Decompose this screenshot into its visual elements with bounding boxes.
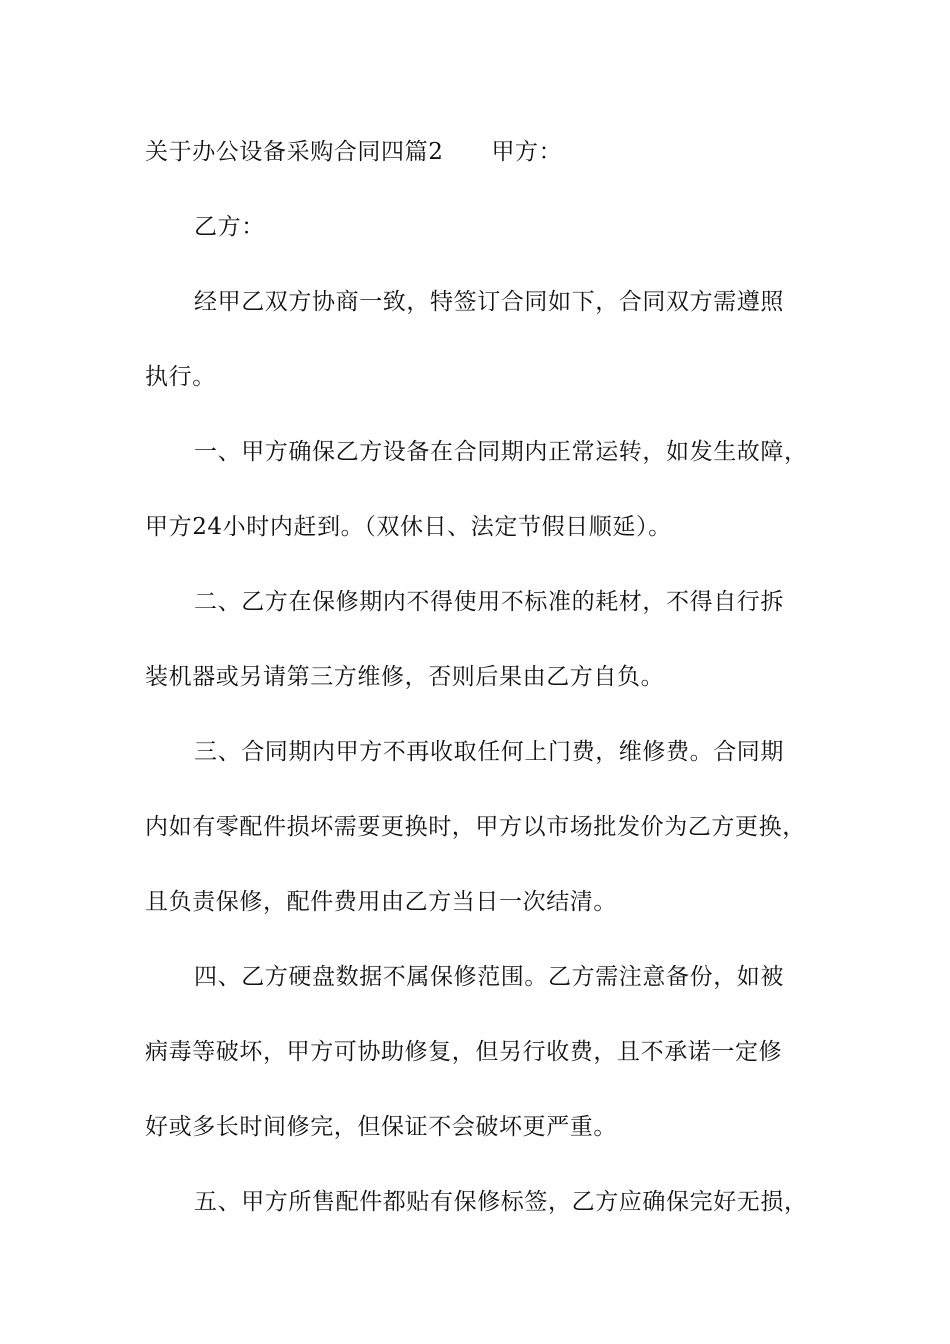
paragraph-line: 病毒等破坏，甲方可协助修复，但另行收费，且不承诺一定修	[145, 1039, 783, 1065]
paragraph-line: 四、乙方硬盘数据不属保修范围。乙方需注意备份，如被	[194, 964, 784, 990]
document-title: 关于办公设备采购合同四篇2	[145, 139, 444, 165]
paragraph-line: 好或多长时间修完，但保证不会破坏更严重。	[145, 1114, 617, 1140]
party-b-label: 乙方：	[194, 214, 265, 240]
paragraph-line: 装机器或另请第三方维修，否则后果由乙方自负。	[145, 664, 665, 690]
paragraph-line: 内如有零配件损坏需要更换时，甲方以市场批发价为乙方更换，	[145, 814, 806, 840]
paragraph-line: 执行。	[145, 364, 216, 390]
party-a-label: 甲方：	[491, 139, 563, 165]
paragraph-line: 一、甲方确保乙方设备在合同期内正常运转，如发生故障，	[194, 439, 808, 465]
paragraph-line: 三、合同期内甲方不再收取任何上门费，维修费。合同期	[194, 739, 784, 765]
paragraph-line: 且负责保修，配件费用由乙方当日一次结清。	[145, 889, 617, 915]
paragraph-line: 经甲乙双方协商一致，特签订合同如下，合同双方需遵照	[194, 289, 784, 315]
paragraph-line: 二、乙方在保修期内不得使用不标准的耗材，不得自行拆	[194, 589, 784, 615]
paragraph-line: 甲方24小时内赶到。（双休日、法定节假日顺延）。	[145, 514, 672, 540]
paragraph-line: 五、甲方所售配件都贴有保修标签，乙方应确保完好无损，	[194, 1189, 808, 1215]
title-line	[145, 137, 562, 167]
